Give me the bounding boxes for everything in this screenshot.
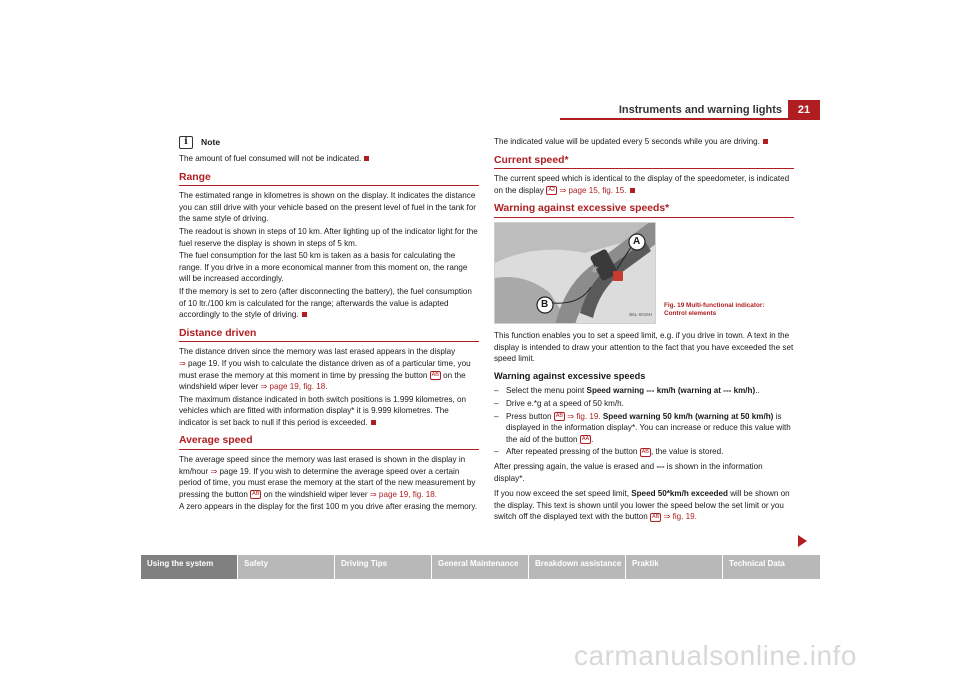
figure-caption: Fig. 19 Multi-functional indicator: Control elements (664, 301, 765, 317)
nav-praktik[interactable]: Praktik (626, 555, 722, 579)
step-4: – After repeated pressing of the button AB , the value is stored. (494, 446, 794, 458)
nav-driving-tips[interactable]: Driving Tips (335, 555, 431, 579)
range-p1: The estimated range in kilometres is shown on the display. It indicates the distance you can still drive with your vehicle based on the present level of fuel in the tank for the same style of driving. (179, 191, 476, 224)
arrow-icon: ⇒ (179, 358, 186, 368)
header-rule (560, 118, 788, 120)
warning-p1: This function enables you to set a speed limit, e.g. if you drive in town. A text in the display is intended to draw your attention to the fact that you have exceeded the set speed limit. (494, 330, 794, 364)
step-2: – Drive e.*g at a speed of 50 km/h. (494, 398, 794, 410)
subheading-warning: Warning against excessive speeds (494, 370, 646, 381)
header-title: Instruments and warning lights (618, 104, 782, 116)
watermark: carmanualsonline.info (574, 640, 857, 671)
page-number: 21 (788, 100, 820, 120)
button-aa-badge: AA (581, 436, 590, 443)
button-ab-badge: AB (555, 412, 564, 419)
figure-link[interactable]: ⇒ fig. 19. (663, 512, 697, 522)
section-end-mark (302, 312, 307, 317)
heading-current-speed: Current speed* (494, 155, 794, 170)
distance-p1: The distance driven since the memory was last erased appears in the display ⇒ page 19. If you wish to calculate the distance driven as of a particular time, you must erase the memory at this moment in time by pressing the button AB on the windshield wiper lever ⇒ page 19, fig. 18. (179, 347, 471, 392)
arrow-icon: ⇒ (369, 489, 377, 499)
nav-general-maintenance[interactable]: General Maintenance (432, 555, 528, 579)
step-3: – Press button AB ⇒ fig. 19. Speed warning 50 km/h (warning at 50 km/h) is displayed in the information display*. You can increase or reduce this value with the aid of the button AA . (494, 411, 794, 446)
average-p2: A zero appears in the display for the first 100 m you drive after erasing the memory. (179, 502, 478, 512)
svg-text:OK: OK (591, 264, 601, 274)
heading-distance: Distance driven (179, 328, 479, 343)
button-ab-badge: AB (252, 491, 260, 498)
current-p1: The current speed which is identical to the display of the speedometer, is indicated on the display A2 ⇒ page 15, fig. 15. (494, 174, 790, 195)
arrow-icon: ⇒ (663, 512, 671, 522)
warning-p3: If you now exceed the set speed limit, Speed 50*km/h exceeded will be shown on the display. This text is shown until you lower the speed below the set limit or you switch off the displayed text with the button AB ⇒ fig. 19. (494, 489, 790, 522)
heading-average: Average speed (179, 435, 479, 450)
info-icon: i (179, 136, 193, 149)
step-1: – Select the menu point Speed warning --- km/h (warning at --- km/h).. (494, 385, 794, 397)
section-end-mark (763, 139, 768, 144)
arrow-icon: ⇒ (559, 185, 567, 195)
page-link[interactable]: ⇒ page 19, fig. 18. (369, 489, 437, 499)
heading-warning: Warning against excessive speeds* (494, 203, 794, 218)
figure-label-a: A (633, 235, 641, 247)
figure-link[interactable]: ⇒ fig. 19. (567, 411, 601, 421)
nav-safety[interactable]: Safety (238, 555, 334, 579)
figure-label-b: B (541, 298, 549, 310)
figure-row (494, 222, 794, 324)
chapter-nav (141, 555, 820, 579)
section-end-mark (371, 420, 376, 425)
distance-p2: The maximum distance indicated in both switch positions is 1.999 kilometres, on vehicles which are fitted with information display* it is 9.999 kilometres. The indicator is set back to null if this period is exceeded. (179, 394, 467, 427)
note-label: Note (201, 136, 221, 147)
nav-breakdown-assistance[interactable]: Breakdown assistance (529, 555, 625, 579)
section-end-mark (630, 188, 635, 193)
arrow-icon: ⇒ (210, 466, 218, 476)
range-p2: The readout is shown in steps of 10 km. After lighting up of the indicator light for the fuel reserve the display is shown in steps of 5 km. (179, 226, 478, 248)
note-text: The amount of fuel consumed will not be indicated. (179, 153, 479, 165)
button-a2-badge: A2 (546, 186, 557, 195)
warning-p2: After pressing again, the value is erased and --- is shown in the information display*. (494, 461, 763, 483)
nav-using-the-system[interactable]: Using the system (141, 555, 237, 579)
button-ab-badge: AB (431, 371, 439, 378)
range-p3: The fuel consumption for the last 50 km is taken as a basis for calculating the range. If you drive in a more economical manner from this moment on, the range will be increased accordingly. (179, 251, 468, 284)
intro-text: The indicated value will be updated every 5 seconds while you are driving. (494, 136, 794, 148)
nav-technical-data[interactable]: Technical Data (723, 555, 820, 579)
right-column (494, 136, 794, 524)
button-ab-badge: AB (641, 448, 649, 455)
page-header (560, 100, 820, 120)
steps-list (494, 385, 794, 458)
arrow-icon: ⇒ (567, 411, 575, 421)
arrow-icon: ⇒ (260, 382, 268, 392)
page-link[interactable]: ⇒ page 19, fig. 18. (260, 382, 328, 392)
next-page-arrow-icon[interactable] (798, 535, 807, 547)
heading-range: Range (179, 172, 479, 187)
button-ab-badge: AB (651, 513, 660, 520)
multifunction-lever-figure (494, 222, 656, 324)
note-header (179, 136, 479, 149)
page-link[interactable]: ⇒ page 15, fig. 15. (559, 185, 627, 195)
section-end-mark (364, 156, 369, 161)
range-p4: If the memory is set to zero (after disconnecting the battery), the fuel consumption of 10 ltr./100 km is calculated for the range; afterwards the value is adapted accordingly to the style of driving. (179, 286, 472, 320)
left-column (179, 136, 479, 514)
figure-code: B6L-0015H (629, 312, 652, 318)
average-p1: The average speed since the memory was last erased is shown in the display in km/hour ⇒ page 19. If you wish to determine the average speed over a certain period of time, you must erase the memory at the start of the new measurement by pressing the button AB on the windshield wiper lever ⇒ page 19, fig. 18. (179, 455, 476, 499)
